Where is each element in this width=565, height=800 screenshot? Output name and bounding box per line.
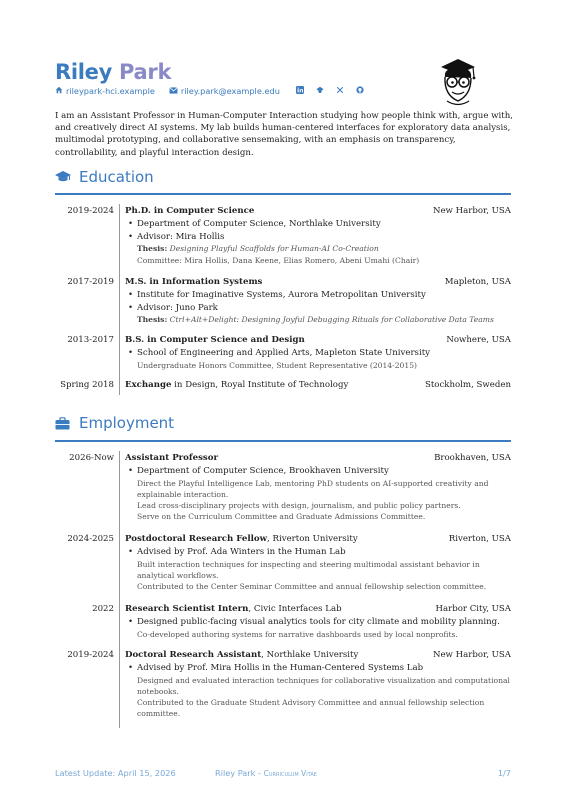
- entry-location: Harbor City, USA: [435, 604, 511, 614]
- entry-bullet: • Advised by Prof. Ada Winters in the Human Lab: [125, 546, 511, 559]
- thesis-title: Designing Playful Scaffolds for Human-AI Co-Creation: [169, 244, 379, 254]
- honors-line: Undergraduate Honors Committee, Student Representative (2014-2015): [137, 360, 417, 370]
- entry-note: Built interaction techniques for inspecting and steering multimodal assistant behavior in analytical workflows.: [137, 559, 480, 580]
- entry-location: Stockholm, Sweden: [424, 380, 511, 390]
- entry-date: Spring 2018: [60, 380, 114, 390]
- entry-note: Co-developed authoring systems for narrative dashboards used by local nonprofits.: [137, 629, 458, 639]
- entry-location: New Harbor, USA: [432, 650, 511, 660]
- last-name: Park: [119, 60, 172, 84]
- entry-note: Serve on the Curriculum Committee and Graduate Admissions Committee.: [137, 512, 426, 522]
- entry-body: [125, 452, 511, 522]
- entry-title: Doctoral Research Assistant: [125, 650, 262, 660]
- entry-title: Ph.D. in Computer Science: [125, 206, 255, 216]
- entry-bullet: • Advisor: Mira Hollis: [125, 231, 511, 244]
- footer-updated: Latest Update: April 15, 2026: [55, 768, 176, 778]
- entry-title: M.S. in Information Systems: [125, 277, 263, 287]
- entry-date: 2026-Now: [69, 453, 114, 463]
- x-icon[interactable]: [336, 86, 344, 96]
- entry-body: [125, 276, 511, 326]
- footer-separator: -: [255, 768, 264, 778]
- avatar-caricature: [433, 55, 483, 107]
- entry-location: Nowhere, USA: [446, 335, 511, 345]
- education-heading: [55, 168, 154, 186]
- entry-location: Mapleton, USA: [444, 277, 511, 287]
- entry-title: B.S. in Computer Science and Design: [125, 335, 305, 345]
- entry-title: Postdoctoral Research Fellow: [125, 534, 268, 544]
- entry-body: [125, 649, 511, 719]
- entry-date: 2024-2025: [67, 534, 114, 544]
- entry-note: Designed and evaluated interaction techniques for collaborative visualization and computational notebooks.: [137, 675, 510, 696]
- education-timeline: [119, 204, 120, 395]
- email-text: riley.park@example.edu: [180, 86, 280, 96]
- linkedin-icon[interactable]: [296, 86, 304, 96]
- thesis-label: Thesis:: [137, 244, 168, 254]
- entry-note: Contributed to the Graduate Student Advisory Committee and annual fellowship selection committee.: [137, 698, 485, 719]
- employment-rule: [55, 440, 511, 442]
- thesis-label: Thesis:: [137, 315, 168, 325]
- employment-timeline: [119, 451, 120, 728]
- entry-bullet: • Advised by Prof. Mira Hollis in the Human-Centered Systems Lab: [125, 662, 511, 675]
- email-link[interactable]: [169, 86, 280, 96]
- entry-location: New Harbor, USA: [432, 206, 511, 216]
- entry-body: [125, 205, 511, 266]
- home-icon: [55, 86, 63, 96]
- envelope-icon: [169, 87, 178, 96]
- entry-location: Brookhaven, USA: [434, 453, 511, 463]
- entry-title-rest: , Civic Interfaces Lab: [248, 604, 342, 614]
- entry-note: Contributed to the Center Seminar Committee and annual fellowship selection committee.: [137, 582, 487, 591]
- footer-title: [215, 768, 317, 778]
- person-name: [55, 60, 171, 84]
- bio-paragraph: I am an Assistant Professor in Human-Computer Interaction studying how people think with, argue with, and creatively direct AI systems. My lab builds human-centered interfaces for exploratory data analysis, multimodal prototyping, and collaborative sensemaking, with an emphasis on transparency, controllability, and playful interaction design.: [55, 111, 513, 158]
- entry-date: 2013-2017: [67, 335, 114, 345]
- employment-title: Employment: [79, 414, 175, 432]
- employment-heading: [55, 414, 174, 432]
- footer-doc-label: Curriculum Vitae: [263, 769, 317, 778]
- first-name: Riley: [55, 60, 112, 84]
- entry-body: [125, 379, 511, 392]
- entry-date: 2019-2024: [67, 650, 114, 660]
- education-rule: [55, 193, 511, 195]
- entry-bullet: • Institute for Imaginative Systems, Aurora Metropolitan University: [125, 289, 511, 302]
- entry-body: [125, 603, 511, 640]
- entry-bullet: • Designed public-facing visual analytics tools for city climate and mobility planning.: [125, 616, 511, 629]
- entry-body: [125, 533, 511, 592]
- website-link[interactable]: [55, 86, 155, 96]
- page-number: 1/7: [497, 768, 511, 778]
- entry-note: Lead cross-disciplinary projects with design, journalism, and public policy partners.: [137, 501, 461, 510]
- entry-bullet: • Advisor: Juno Park: [125, 302, 511, 315]
- social-links: [296, 86, 364, 96]
- graduation-cap-icon: [55, 170, 69, 184]
- entry-bullet: • Department of Computer Science, Brookhaven University: [125, 465, 511, 478]
- thesis-line: [125, 243, 511, 254]
- contact-bar: [55, 86, 364, 96]
- entry-title-rest: in Design, Royal Institute of Technology: [171, 380, 349, 390]
- entry-date: 2022: [92, 604, 114, 614]
- entry-title: Assistant Professor: [125, 453, 219, 463]
- entry-note: Direct the Playful Intelligence Lab, mentoring PhD students on AI-supported creativity and explainable interaction.: [137, 478, 489, 499]
- entry-title: Exchange: [125, 380, 172, 390]
- github-icon[interactable]: [356, 86, 364, 96]
- website-text: rileypark-hci.example: [66, 86, 155, 96]
- committee-line: Committee: Mira Hollis, Dana Keene, Elias Romero, Abeni Umahi (Chair): [137, 255, 420, 265]
- entry-bullet: • School of Engineering and Applied Arts, Mapleton State University: [125, 347, 511, 360]
- thesis-line: [125, 314, 511, 325]
- education-title: Education: [79, 168, 154, 186]
- scholar-icon[interactable]: [316, 86, 324, 96]
- thesis-title: Ctrl+Alt+Delight: Designing Joyful Debugging Rituals for Collaborative Data Teams: [169, 315, 494, 325]
- entry-body: [125, 334, 511, 371]
- entry-date: 2017-2019: [67, 277, 114, 287]
- entry-date: 2019-2024: [67, 206, 114, 216]
- footer-name: Riley Park: [215, 768, 256, 778]
- briefcase-icon: [55, 416, 69, 430]
- entry-title-rest: , Riverton University: [267, 534, 358, 544]
- entry-title-rest: , Northlake University: [261, 650, 359, 660]
- entry-title: Research Scientist Intern: [125, 604, 249, 614]
- entry-location: Riverton, USA: [448, 534, 511, 544]
- entry-bullet: • Department of Computer Science, Northlake University: [125, 218, 511, 231]
